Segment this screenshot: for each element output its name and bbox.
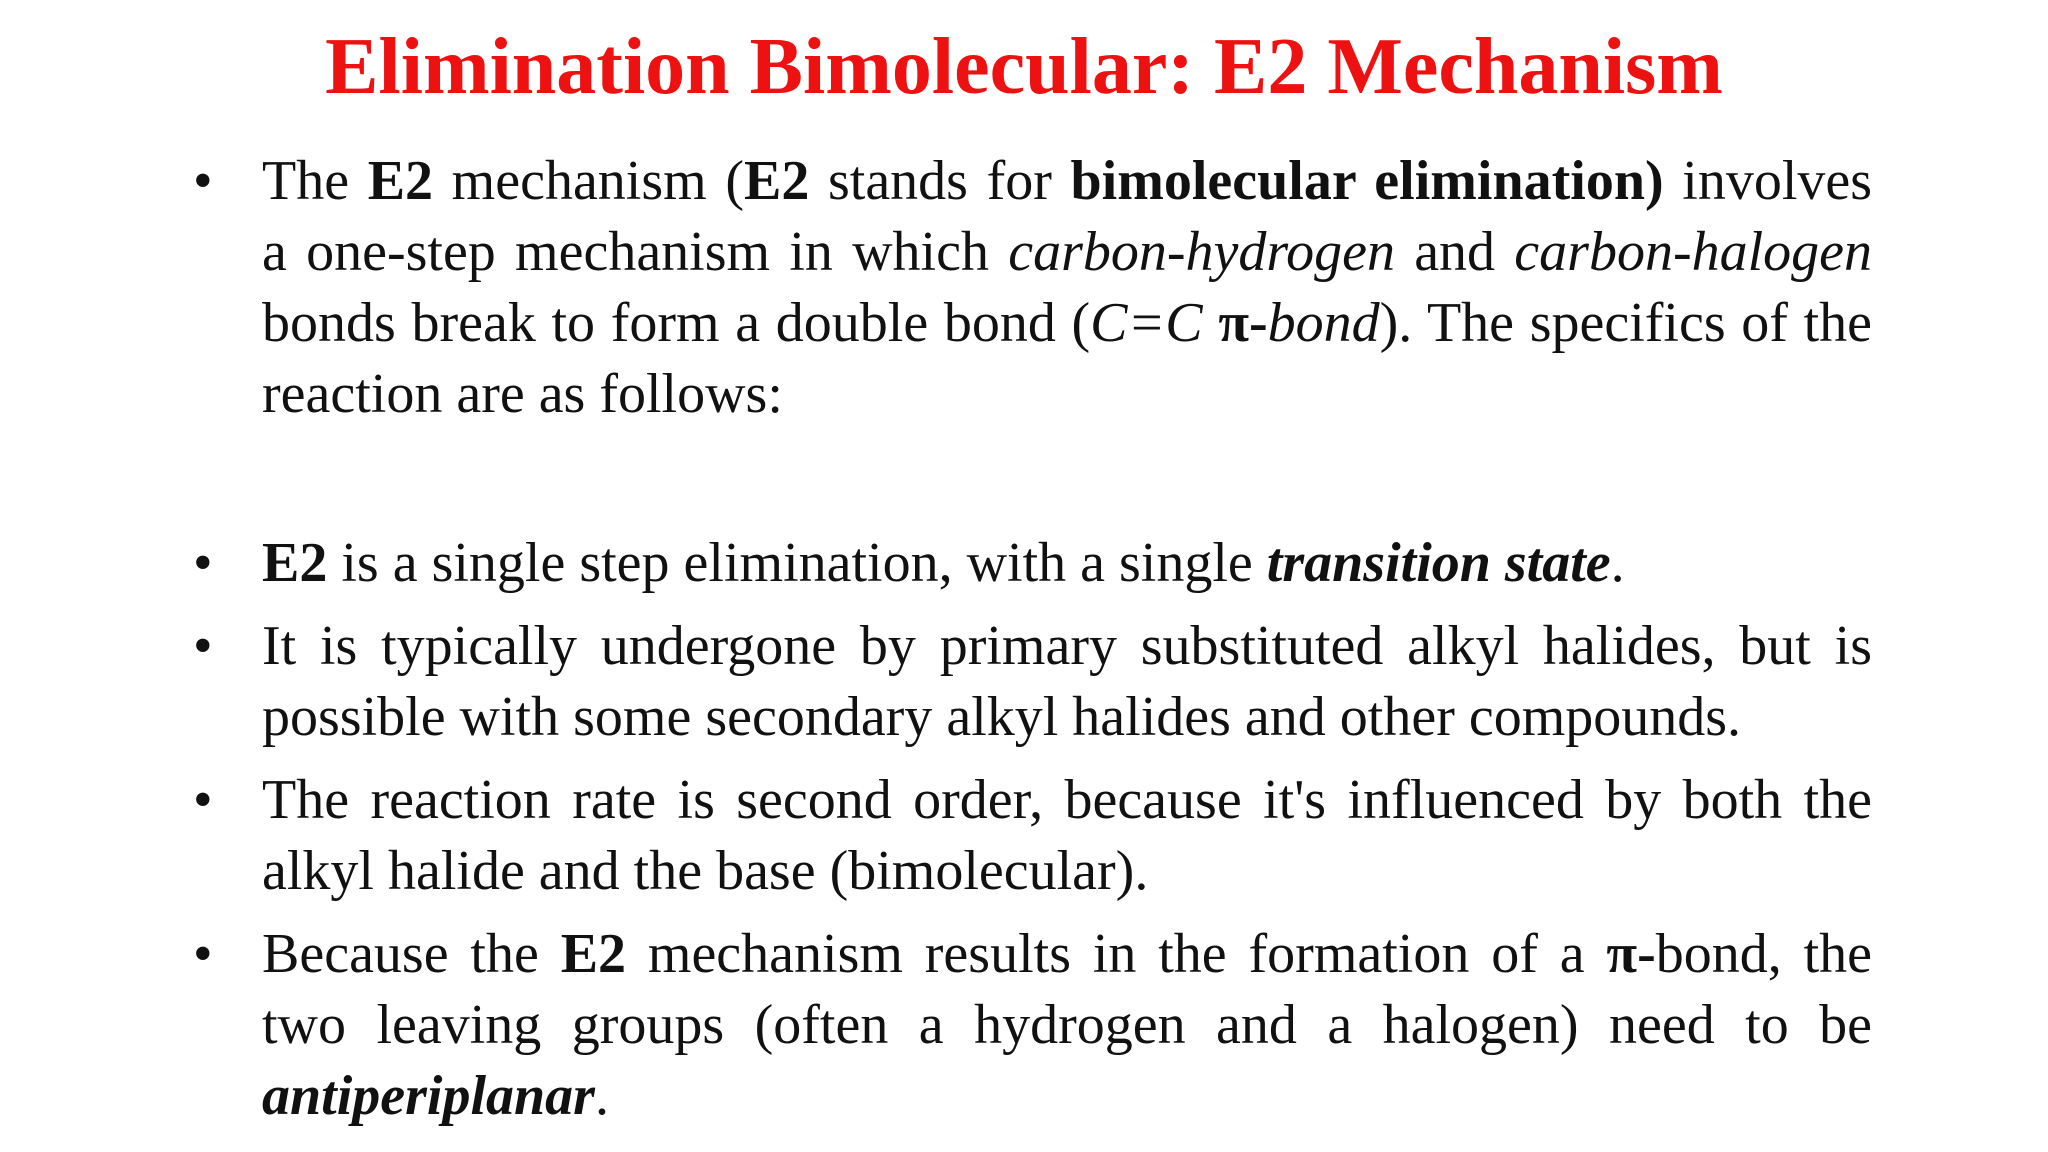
bullet-dot: • bbox=[193, 923, 213, 985]
intro-bullet-list bbox=[193, 146, 1873, 430]
bullet-antiperiplanar: • Because the E2 mechanism results in the formation of a π-bond, the two leaving groups (often a hydrogen and a halogen) need to be antiperiplanar. bbox=[262, 919, 1872, 1132]
bullet-substrates: • It is typically undergone by primary substituted alkyl halides, but is possible with some secondary alkyl halides and other compounds. bbox=[262, 611, 1872, 753]
slide-title: Elimination Bimolecular: E2 Mechanism bbox=[325, 23, 1723, 111]
bullet-dot: • bbox=[193, 769, 213, 831]
bullet-single-step: • E2 is a single step elimination, with a single transition state. bbox=[262, 528, 1872, 599]
bullet-dot: • bbox=[193, 615, 213, 677]
bullet-dot: • bbox=[193, 532, 213, 594]
bullet-reaction-rate: • The reaction rate is second order, because it's influenced by both the alkyl halide and the base (bimolecular). bbox=[262, 765, 1872, 907]
bullet-dot: • bbox=[193, 150, 213, 212]
details-bullet-list bbox=[193, 528, 1872, 1144]
intro-bullet: • The E2 mechanism (E2 stands for bimolecular elimination) involves a one-step mechanism in which carbon-hydrogen and carbon-halogen bonds break to form a double bond (C=C π-bond). The specifics of the reaction are as follows: bbox=[262, 146, 1872, 430]
